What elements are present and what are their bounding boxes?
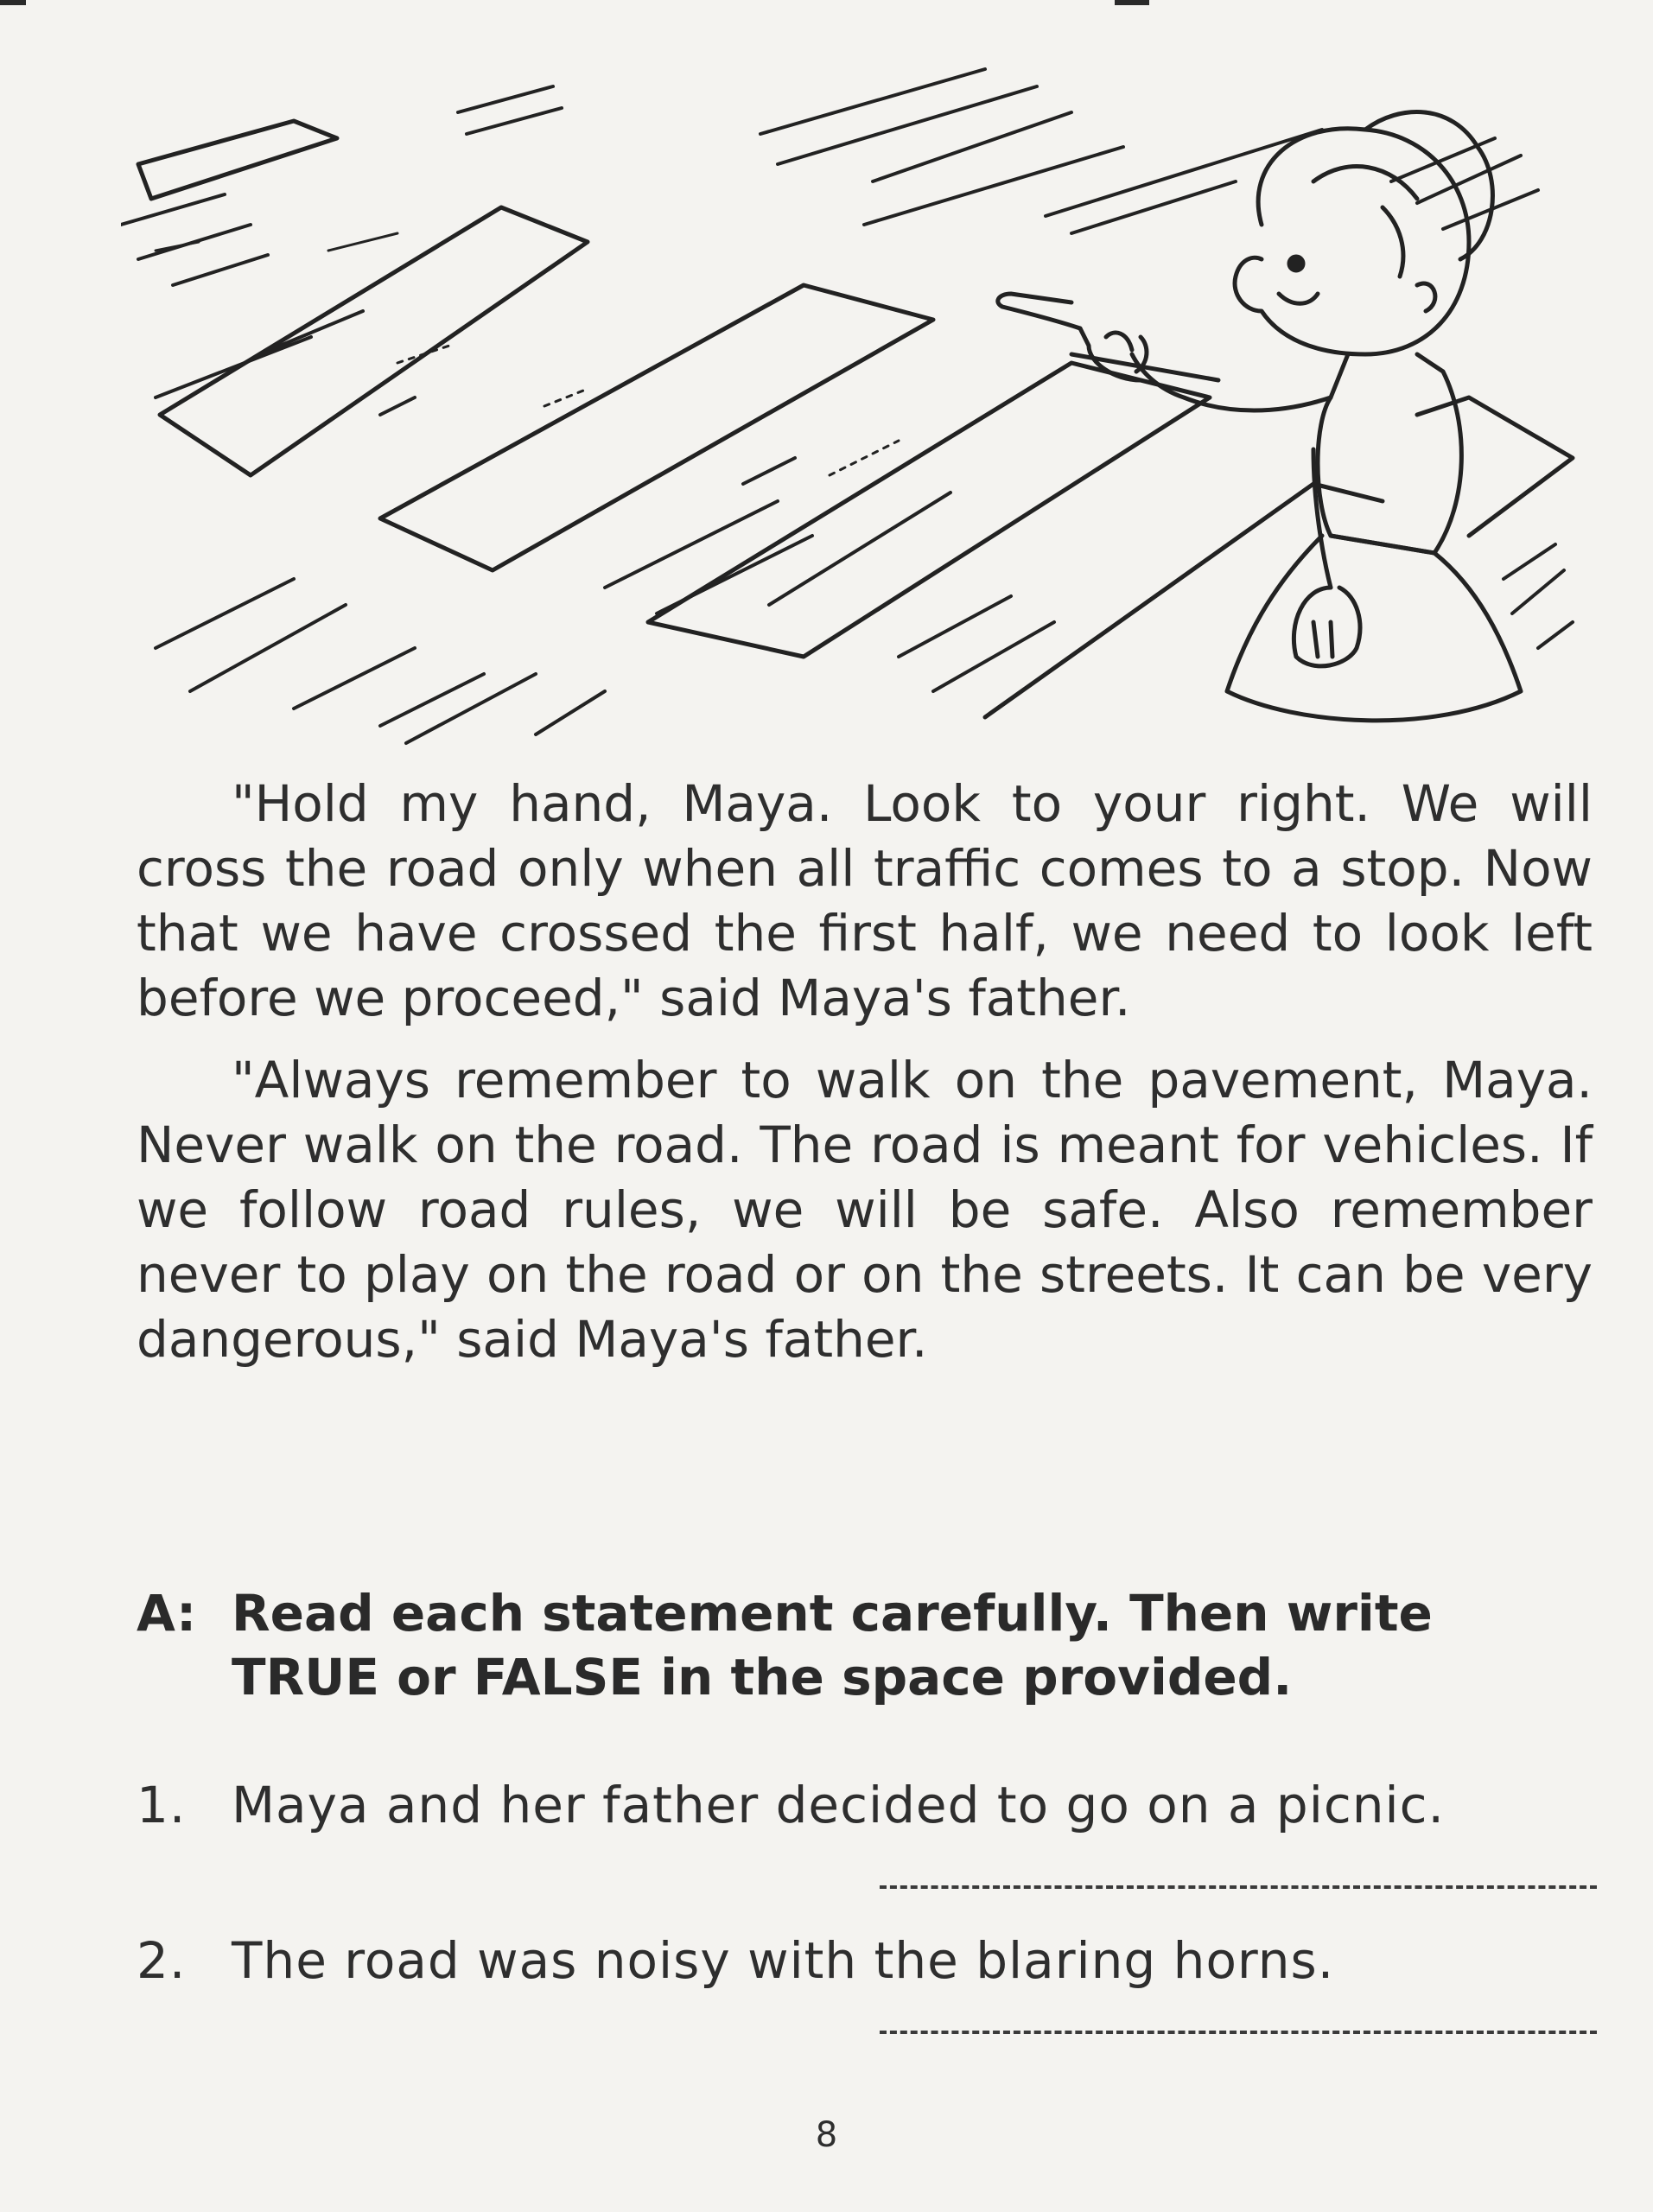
girl-figure (998, 112, 1521, 721)
exercise-instruction (137, 1581, 1593, 1709)
story-paragraph-2: "Always remember to walk on the pavement, Maya. Never walk on the road. The road is meant for vehicles. If we follow road rules, we will be safe. Also remember never to play on the road or on the streets. It can be very dangerous," said Maya's father. (137, 1051, 1593, 1369)
question-text: The road was noisy with the blaring horns. (232, 1931, 1335, 1990)
zebra-crossing-illustration (121, 52, 1607, 760)
question-number: 2. (137, 1931, 187, 1990)
question-1 (137, 1773, 1593, 1837)
exercise-section (137, 1581, 1593, 1990)
stripe-3 (648, 363, 1210, 657)
pavement-edge (1417, 397, 1573, 536)
question-number: 1. (137, 1776, 187, 1834)
stripe-1 (160, 207, 588, 475)
story-paragraph-1: "Hold my hand, Maya. Look to your right. We will cross the road only when all traffic comes to a stop. Now that we have crossed the first half, we need to look left before we proceed," said Maya's father. (137, 774, 1593, 1027)
exercise-label: A: (137, 1584, 197, 1643)
motion-lines (121, 69, 1573, 743)
answer-line-2[interactable] (880, 2031, 1597, 2034)
answer-line-1[interactable] (880, 1885, 1597, 1889)
top-edge-mark-left (0, 0, 26, 5)
exercise-instruction-text: Read each statement carefully. Then write TRUE or FALSE in the space provided. (232, 1584, 1433, 1707)
page-number: 8 (815, 2115, 838, 2155)
story-text (137, 772, 1593, 1389)
question-2 (137, 1929, 1593, 1993)
question-text: Maya and her father decided to go on a picnic. (232, 1776, 1445, 1834)
top-edge-mark-right (1115, 0, 1149, 5)
stripe-top (138, 121, 337, 199)
